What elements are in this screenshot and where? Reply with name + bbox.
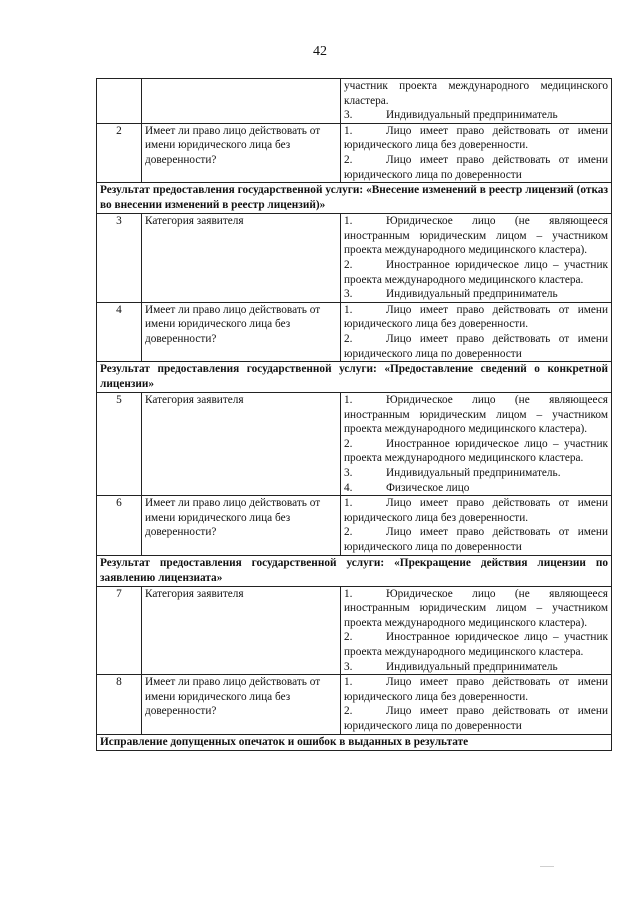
answer-option: 1. Лицо имеет право действовать от имени юридического лица без доверенности. (344, 676, 608, 703)
section-heading: Результат предоставления государственной услуги: «Внесение изменений в реестр лицензий (отказ во внесении изменений в реестр лицензий)» (97, 183, 612, 214)
row-number: 4 (97, 302, 142, 361)
answer-cell (341, 586, 612, 675)
answer-option: 3. Индивидуальный предприниматель (344, 109, 558, 122)
section-header-row (97, 555, 612, 586)
table-row (97, 586, 612, 675)
section-heading: Результат предоставления государственной услуги: «Предоставление сведений о конкретной лицензии» (97, 362, 612, 393)
question-text: Имеет ли право лицо действовать от имени юридического лица без доверенности? (142, 123, 341, 182)
answer-option: 2. Лицо имеет право действовать от имени юридического лица по доверенности (344, 153, 608, 181)
row-number: 8 (97, 675, 142, 734)
answer-option: 1. Лицо имеет право действовать от имени юридического лица без доверенности. (344, 124, 608, 152)
answer-cell (341, 79, 612, 124)
answer-option: 1. Юридическое лицо (не являющееся иностранным юридическим лицом – участником проекта международного медицинского кластера). (344, 587, 608, 629)
answer-option: 1. Лицо имеет право действовать от имени юридического лица без доверенности. (344, 303, 608, 331)
answer-option: 1. Юридическое лицо (не являющееся иностранным юридическим лицом – участником проекта международного медицинского кластера). (344, 394, 608, 436)
answer-option: 1. Лицо имеет право действовать от имени юридического лица без доверенности. (344, 497, 608, 524)
answer-option: 3. Индивидуальный предприниматель. (344, 467, 561, 480)
answer-cell (341, 302, 612, 361)
answer-cell (341, 675, 612, 734)
question-cell (142, 79, 341, 124)
scan-mark (540, 866, 554, 867)
row-number: 3 (97, 214, 142, 303)
section-header-row (97, 362, 612, 393)
answer-cell (341, 123, 612, 182)
answer-option: 4. Физическое лицо (344, 481, 470, 494)
answer-option: 2. Лицо имеет право действовать от имени юридического лица по доверенности (344, 526, 608, 554)
answer-option: 2. Лицо имеет право действовать от имени юридического лица по доверенности (344, 332, 608, 360)
table-row (97, 675, 612, 734)
section-header-row (97, 183, 612, 214)
question-text: Имеет ли право лицо действовать от имени юридического лица без доверенности? (142, 496, 341, 555)
applicant-attributes-table (96, 78, 612, 751)
answer-option: 1. Юридическое лицо (не являющееся иностранным юридическим лицом – участником проекта международного медицинского кластера). (344, 215, 608, 257)
question-text: Категория заявителя (142, 393, 341, 496)
answer-option: 3. Индивидуальный предприниматель (344, 288, 558, 301)
table-row (97, 496, 612, 555)
section-heading: Исправление допущенных опечаток и ошибок в выданных в результате (97, 734, 612, 750)
row-number: 2 (97, 123, 142, 182)
table-row (97, 79, 612, 124)
question-text: Имеет ли право лицо действовать от имени юридического лица без доверенности? (142, 302, 341, 361)
section-header-row (97, 734, 612, 750)
question-text: Категория заявителя (142, 214, 341, 303)
question-text: Имеет ли право лицо действовать от имени юридического лица без доверенности? (142, 675, 341, 734)
answer-option: 2. Иностранное юридическое лицо – участник проекта международного медицинского кластера. (344, 437, 608, 465)
row-number: 5 (97, 393, 142, 496)
table-row (97, 302, 612, 361)
answer-option: 2. Иностранное юридическое лицо – участник проекта международного медицинского кластера. (344, 631, 608, 658)
answer-option: 2. Лицо имеет право действовать от имени юридического лица по доверенности (344, 705, 608, 732)
section-heading: Результат предоставления государственной услуги: «Прекращение действия лицензии по заявлению лицензиата» (97, 555, 612, 586)
table-row (97, 214, 612, 303)
table-row (97, 123, 612, 182)
question-text: Категория заявителя (142, 586, 341, 675)
row-number: 6 (97, 496, 142, 555)
row-number-cell (97, 79, 142, 124)
answer-option: 3. Индивидуальный предприниматель (344, 660, 558, 673)
answer-cell (341, 393, 612, 496)
row-number: 7 (97, 586, 142, 675)
page-number: 42 (313, 44, 327, 59)
answer-cell (341, 214, 612, 303)
answer-option: участник проекта международного медицинского кластера. (344, 80, 608, 107)
answer-cell (341, 496, 612, 555)
table-row (97, 393, 612, 496)
answer-option: 2. Иностранное юридическое лицо – участник проекта международного медицинского кластера. (344, 258, 608, 286)
